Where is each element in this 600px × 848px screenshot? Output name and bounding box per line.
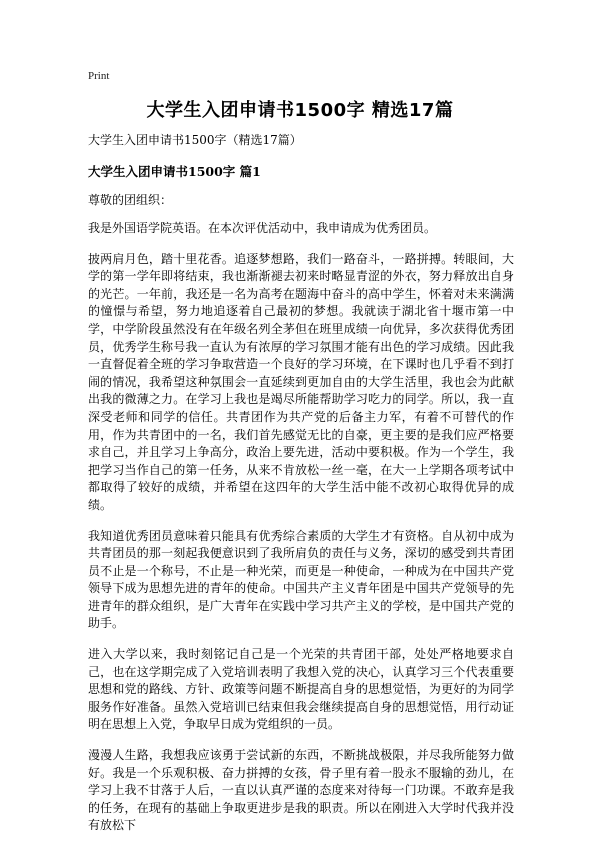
paragraph: 披两肩月色，踏十里花香。追逐梦想路，我们一路奋斗，一路拼搏。转眼间，大学的第一学年即将结束，我也渐渐褪去初来时略显青涩的外衣，努力释放出自身的光芒。一年前，我还是一名为高考在题海中奋斗的高中学生，怀着对未来满满的憧憬与希望，努力地追逐着自己最初的梦想。我就读于湖北省十堰市第一中学，中学阶段虽然没有在年级名列全茅但在班里成绩一向优异，多次获得优秀团员，优秀学生称号我一直认为有浓厚的学习氛围才能有出色的学习成绩。因此我一直督促着全班的学习争取营造一个良好的学习环境，在下课时也几乎看不到打闹的情况，我希望这种氛围会一直延续到更加自由的大学生活里，我也会为此献出我的微薄之力。在学习上我也是竭尽所能帮助学习吃力的同学。所以，我一直深受老师和同学的信任。共青团作为共产党的后备主力军，有着不可替代的作用，作为共青团中的一名，我们首先感觉无比的自豪，更主要的是我们应严格要求自己，并且学习上争高分，政治上要先进，活动中要积极。作为一个学生，我把学习当作自己的第一任务，从来不肯放松一丝一毫，在大一上学期各项考试中都取得了较好的成绩，并希望在这四年的大学生活中能不改初心取得优异的成绩。 <box>88 251 514 512</box>
paragraph: 我是外国语学院英语。在本次评优活动中，我申请成为优秀团员。 <box>88 221 437 235</box>
article-body <box>88 132 514 848</box>
subtitle: 大学生入团申请书1500字（精选17篇） <box>88 133 302 147</box>
section-heading: 大学生入团申请书1500字 篇1 <box>88 164 261 179</box>
salutation: 尊敬的团组织： <box>88 193 173 207</box>
paragraph: 我知道优秀团员意味着只能具有优秀综合素质的大学生才有资格。自从初中成为共青团员的那一刻起我便意识到了我所肩负的责任与义务，深切的感受到共青团员不止是一个称号，不止是一种光荣，而更是一种使命，一种成为在中国共产党领导下成为思想先进的青年的使命。中国共产主义青年团是中国共产党领导的先进青年的群众组织，是广大青年在实践中学习共产主义的学校，是中国共产党的助手。 <box>88 528 514 631</box>
print-link[interactable]: Print <box>88 70 110 82</box>
page-title: 大学生入团申请书1500字 精选17篇 <box>146 100 454 121</box>
paragraph: 漫漫人生路，我想我应该勇于尝试新的东西，不断挑战极限，并尽我所能努力做好。我是一个乐观积极、奋力拼搏的女孩，骨子里有着一股永不服输的劲儿，在学习上我不甘落于人后，一直以认真严谨的态度来对待每一门功课。不敢弃是我的任务，在现有的基础上争取更进步是我的职责。所以在刚进入大学时代我并没有放松下 <box>88 748 514 833</box>
paragraph: 进入大学以来，我时刻铭记自己是一个光荣的共青团干部，处处严格地要求自己，也在这学期完成了入党培训表明了我想入党的决心，认真学习三个代表重要思想和党的路线、方针、政策等问题不断提高自身的思想觉悟，为更好的为同学服务作好准备。虽然入党培训已结束但我会继续提高自身的思想觉悟，用行动证明在思想上入党，争取早日成为党组织的一员。 <box>88 647 514 732</box>
